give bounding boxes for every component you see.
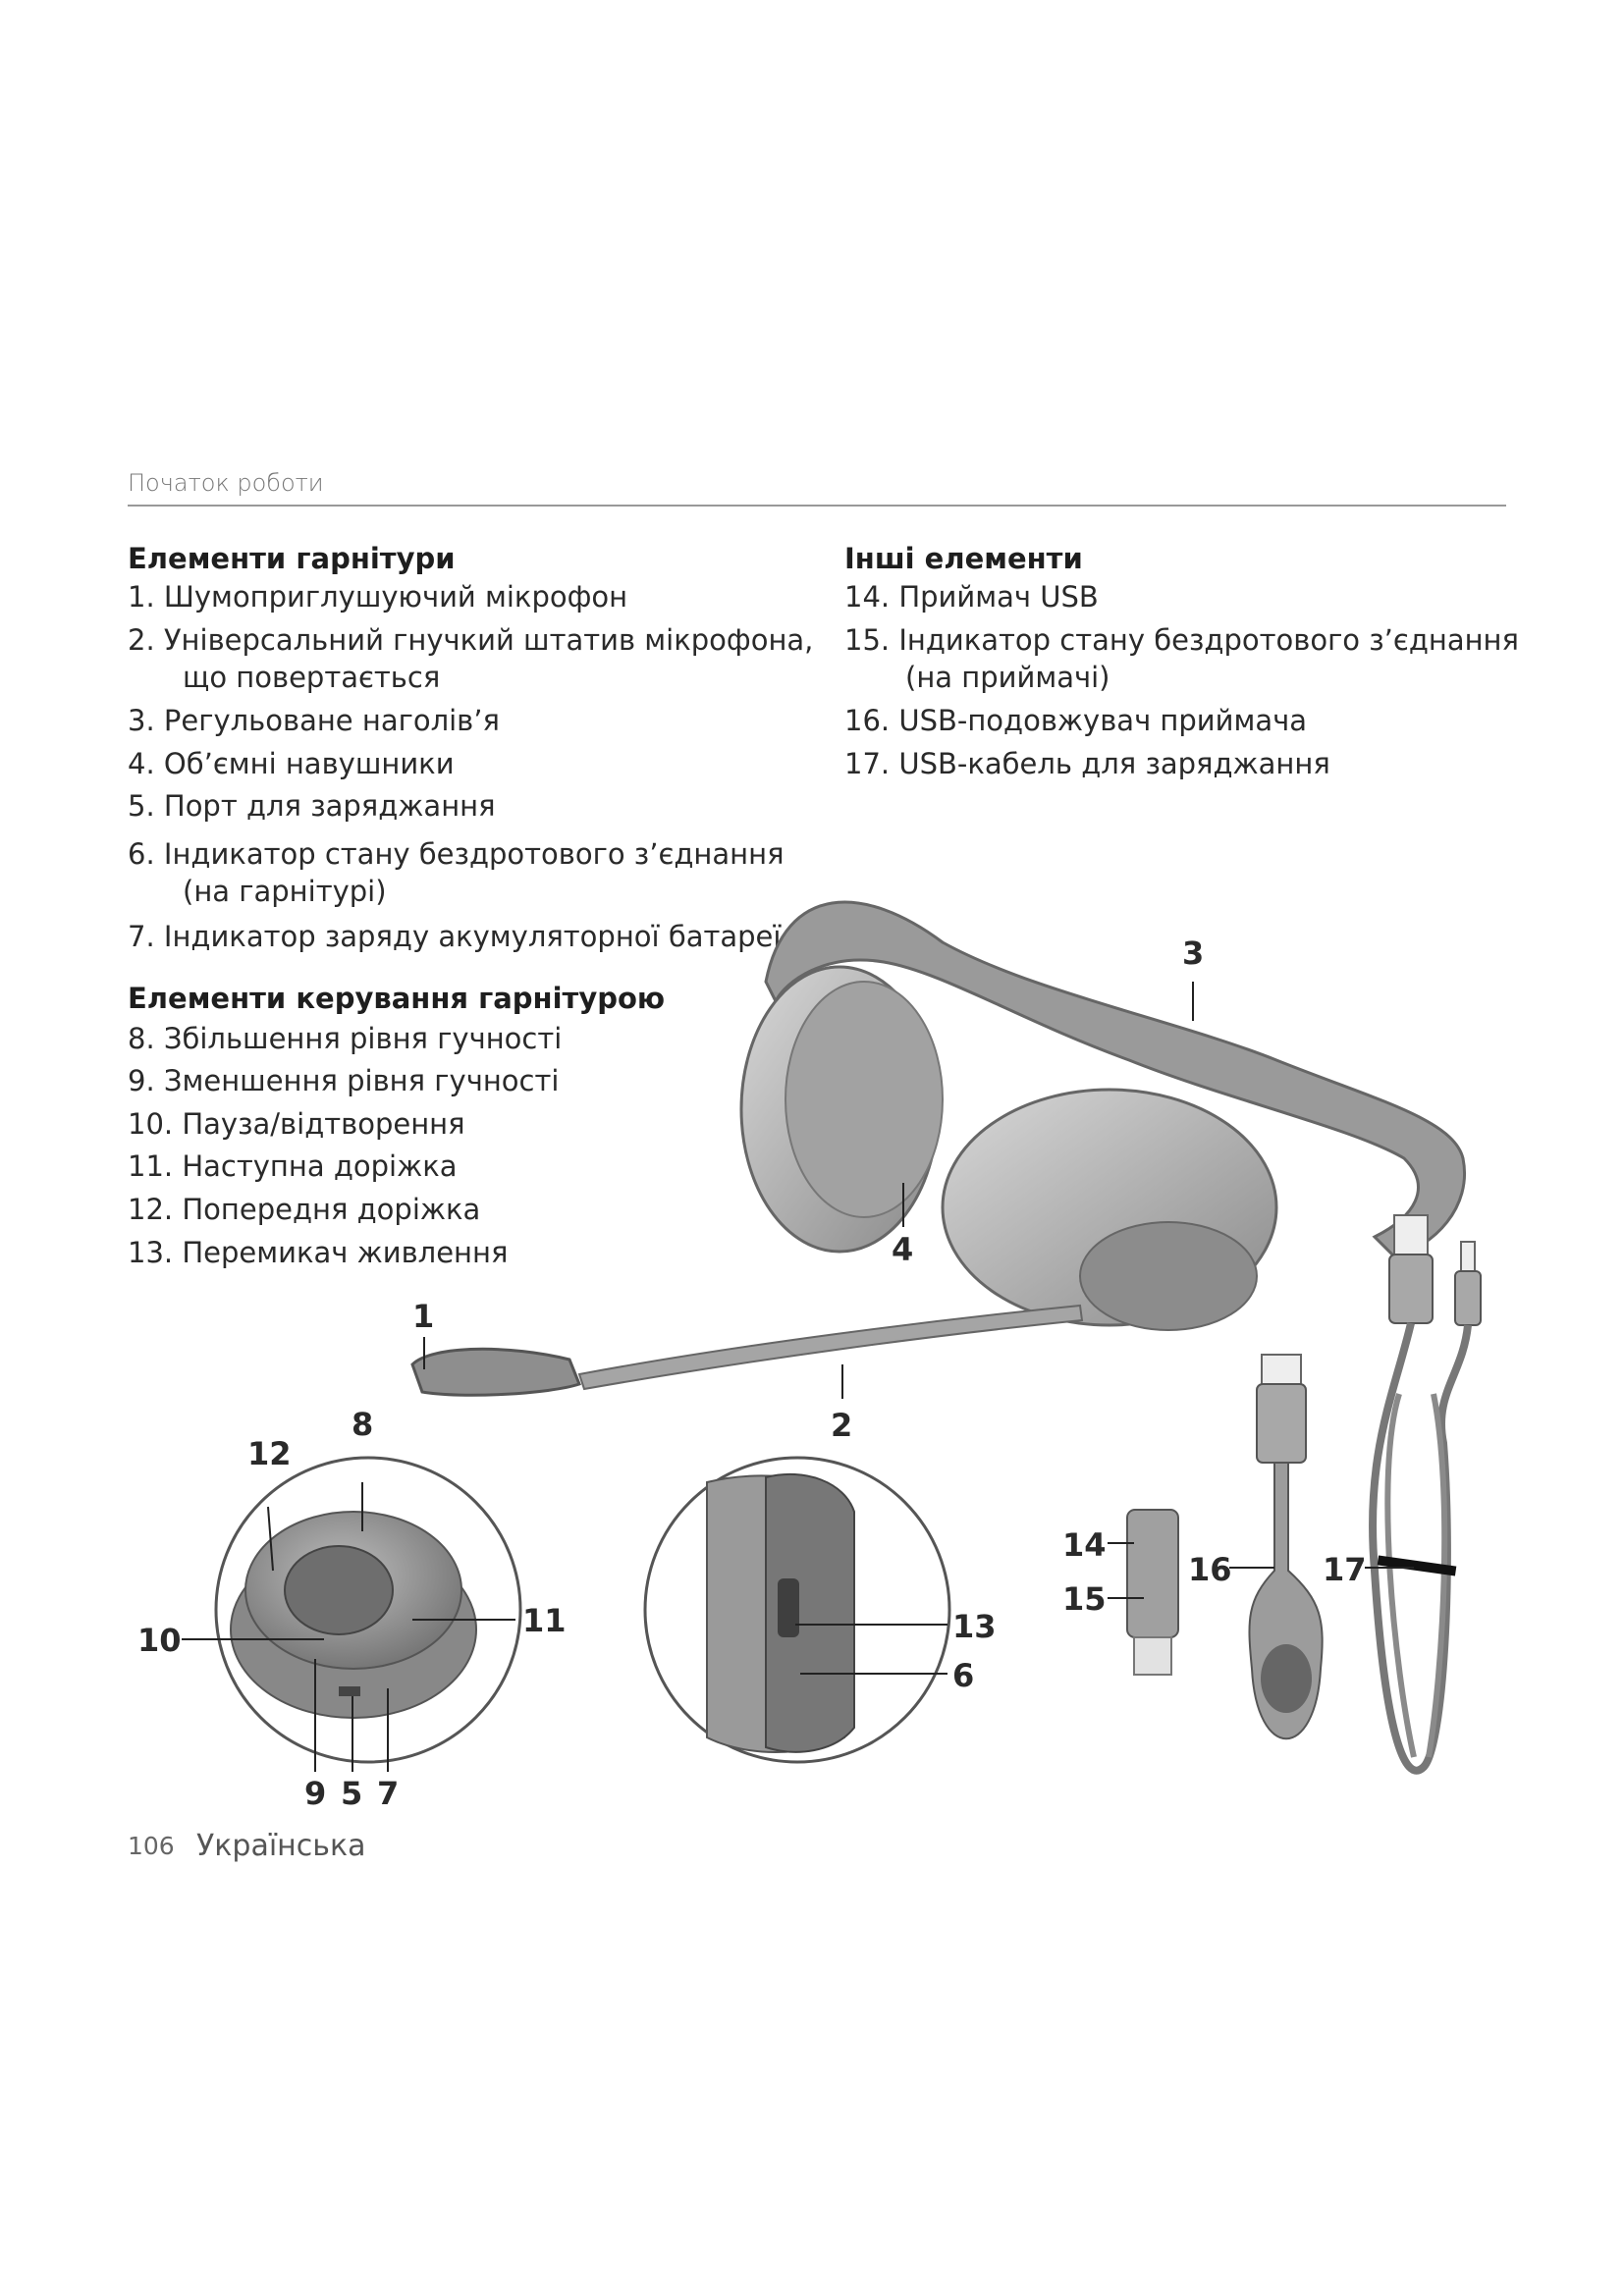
list-item-continuation: (на приймачі) [905, 661, 1110, 694]
list-item: 14. Приймач USB [844, 580, 1099, 614]
callout-7: 7 [377, 1775, 400, 1812]
section-label: Початок роботи [128, 469, 324, 497]
list-item: 17. USB-кабель для заряджання [844, 747, 1330, 780]
headset-illustration [412, 902, 1465, 1395]
list-item-continuation: (на гарнітурі) [183, 875, 387, 908]
callout-9: 9 [304, 1775, 327, 1812]
usb-receiver-illustration [1127, 1510, 1178, 1675]
callout-13: 13 [952, 1608, 997, 1645]
callout-4: 4 [892, 1231, 914, 1268]
callout-8: 8 [352, 1406, 374, 1443]
list-item: 2. Універсальний гнучкий штатив мікрофона, [128, 623, 814, 657]
list-item: 16. USB-подовжувач приймача [844, 704, 1308, 737]
list-item-continuation: що повертається [183, 661, 441, 694]
callout-17: 17 [1323, 1551, 1367, 1588]
list-item: 10. Пауза/відтворення [128, 1107, 465, 1141]
usb-extender-illustration [1249, 1355, 1322, 1738]
page-number: 106 [128, 1832, 175, 1860]
list-item: 7. Індикатор заряду акумуляторної батареї [128, 920, 782, 953]
list-item: 1. Шумоприглушуючий мікрофон [128, 580, 628, 614]
callout-11: 11 [522, 1602, 567, 1639]
control-panel-illustration [216, 1458, 520, 1762]
usb-cable-illustration [1373, 1215, 1481, 1771]
list-item: 12. Попередня доріжка [128, 1193, 481, 1226]
list-item: 9. Зменшення рівня гучності [128, 1064, 560, 1097]
callout-1: 1 [412, 1298, 435, 1335]
list-item: 4. Об’ємні навушники [128, 747, 455, 780]
other-heading: Інші елементи [844, 542, 1083, 575]
callout-15: 15 [1062, 1580, 1107, 1618]
callout-14: 14 [1062, 1526, 1107, 1564]
list-item: 13. Перемикач живлення [128, 1236, 509, 1269]
list-item: 8. Збільшення рівня гучності [128, 1022, 563, 1055]
controls-heading: Елементи керування гарнітурою [128, 982, 666, 1015]
headset-heading: Елементи гарнітури [128, 542, 456, 575]
callout-6: 6 [952, 1657, 975, 1694]
list-item: 3. Регульоване наголів’я [128, 704, 500, 737]
callout-12: 12 [247, 1435, 292, 1472]
callout-10: 10 [137, 1622, 182, 1659]
callout-3: 3 [1182, 934, 1205, 972]
language-label: Українська [196, 1829, 366, 1863]
list-item: 5. Порт для заряджання [128, 789, 496, 823]
list-item: 15. Індикатор стану бездротового з’єднання [844, 623, 1519, 657]
callout-2: 2 [831, 1407, 853, 1444]
callout-16: 16 [1188, 1551, 1232, 1588]
list-item: 6. Індикатор стану бездротового з’єднання [128, 837, 785, 871]
list-item: 11. Наступна доріжка [128, 1149, 458, 1183]
power-switch-illustration [645, 1458, 949, 1762]
callout-5: 5 [341, 1775, 363, 1812]
